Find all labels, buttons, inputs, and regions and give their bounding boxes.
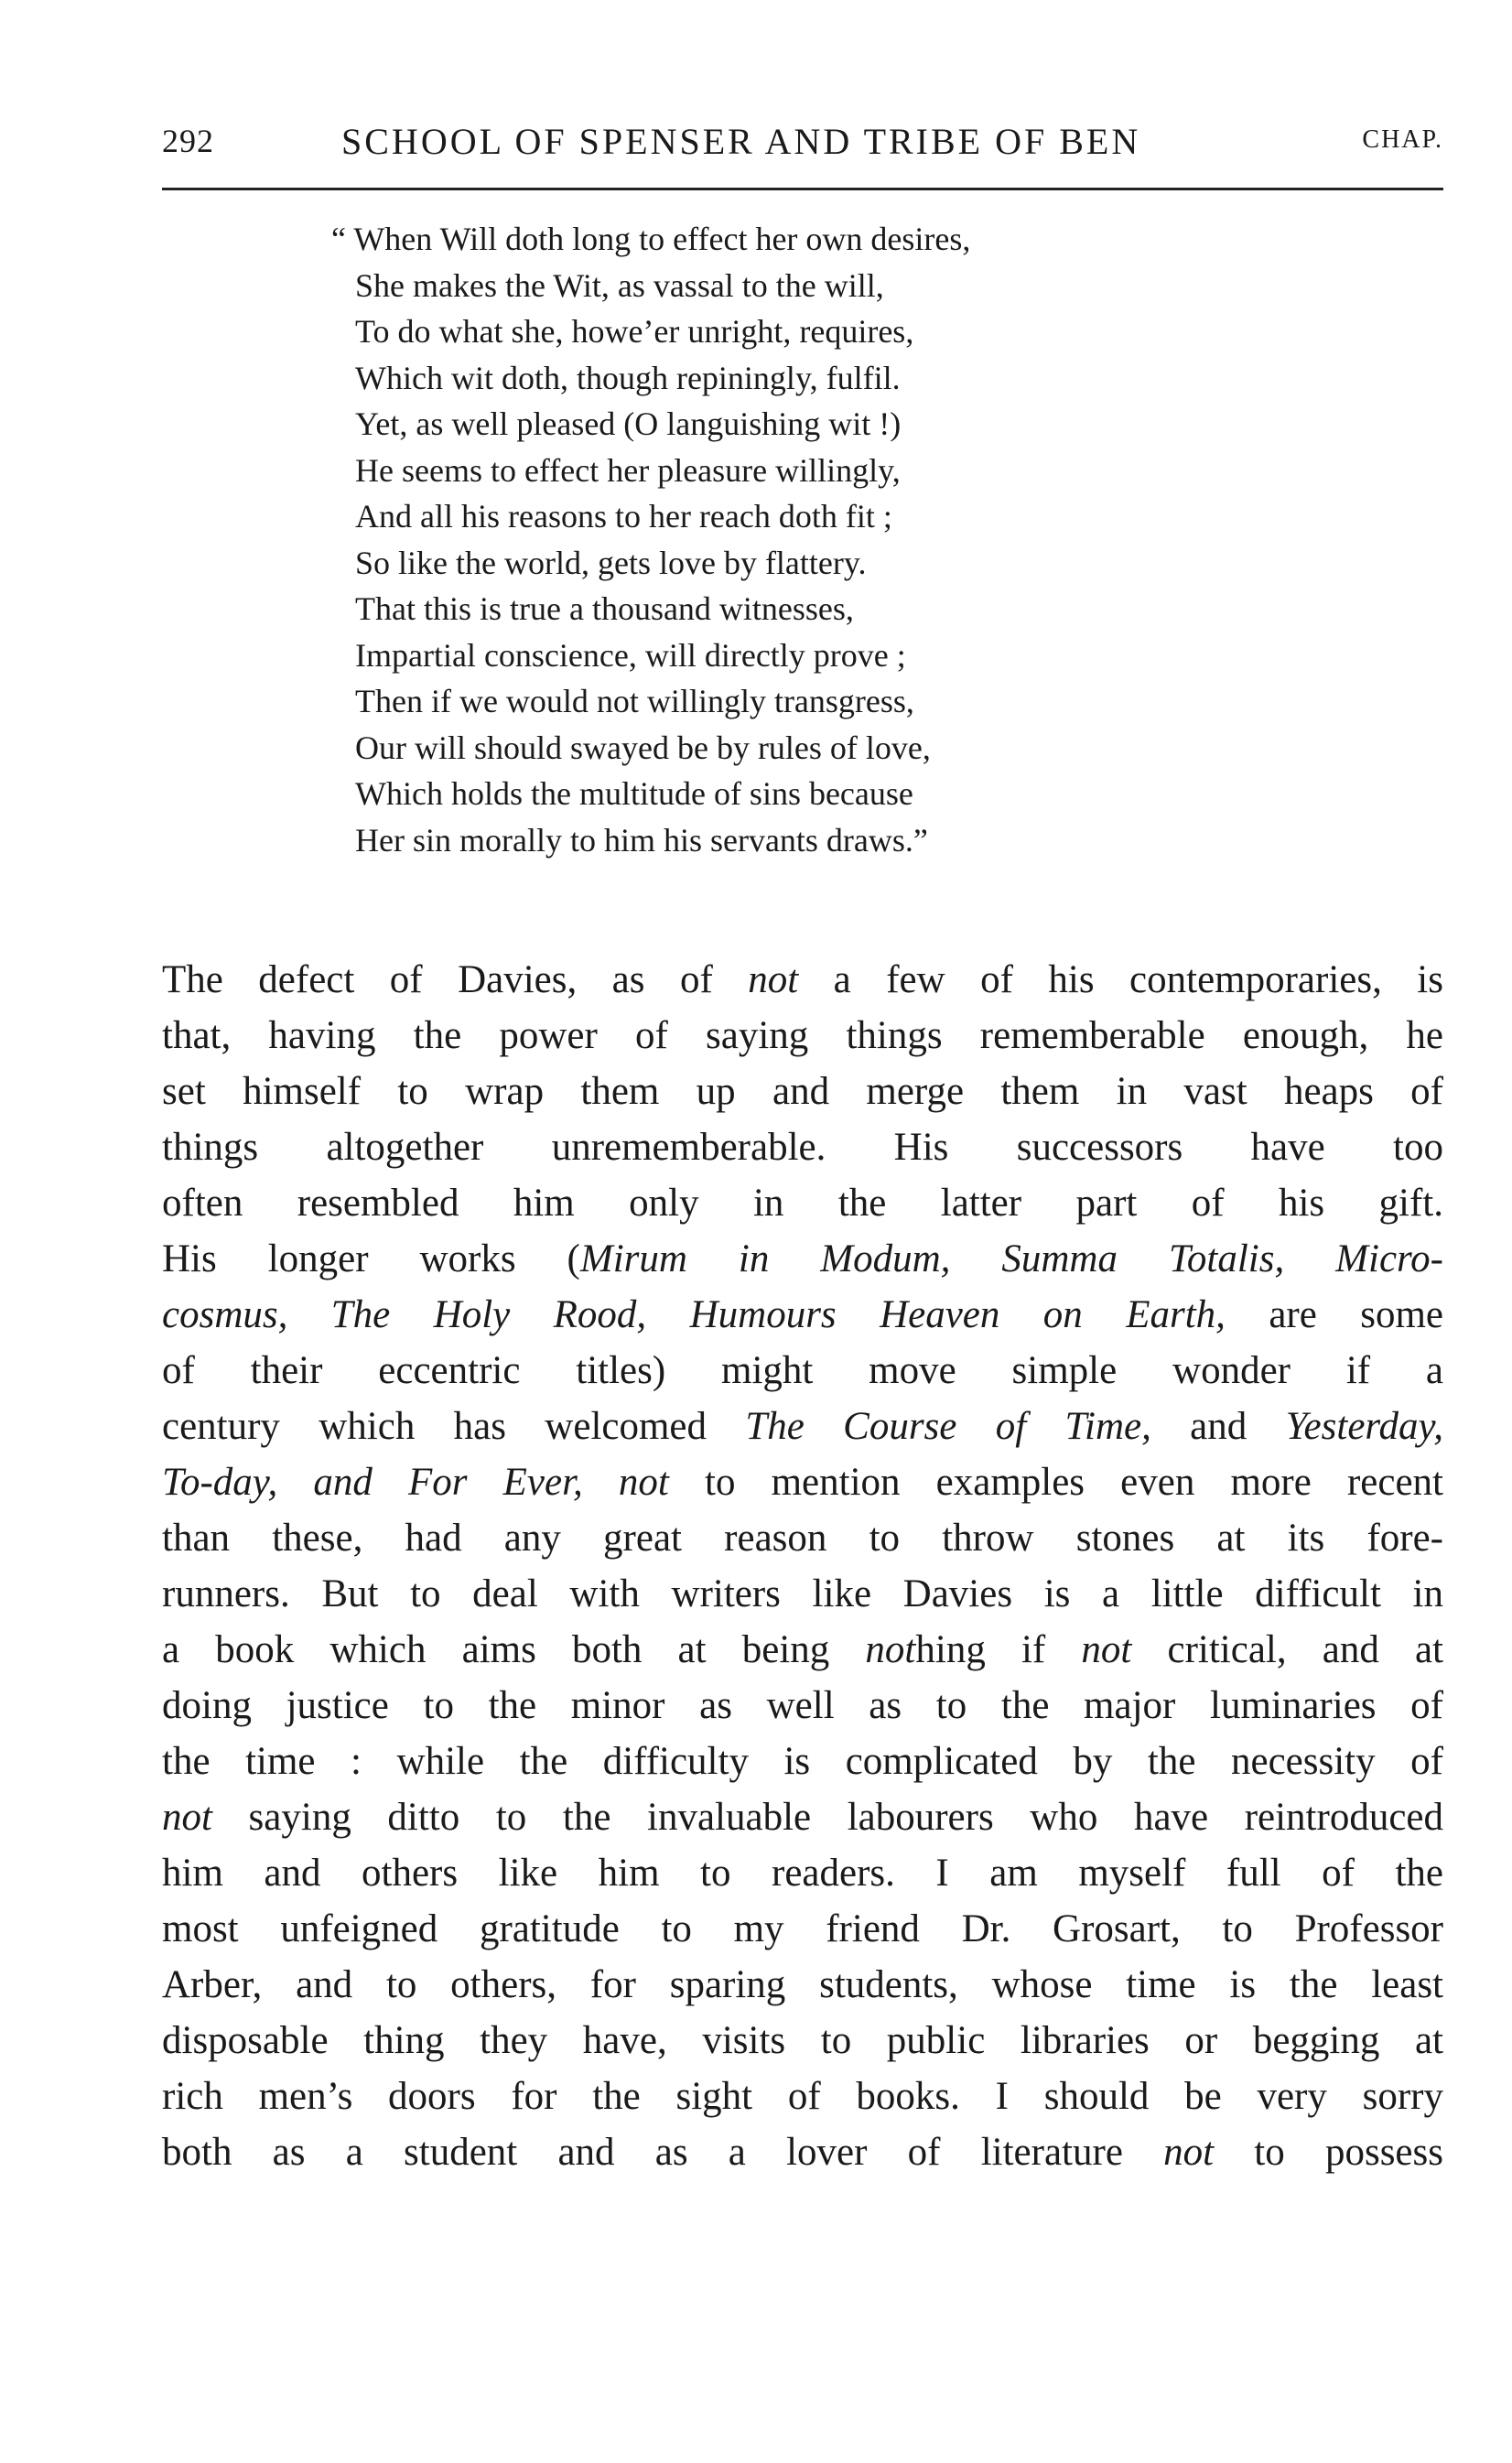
prose-line: rich men’s doors for the sight of books. I should be very sorry bbox=[162, 2075, 1443, 2118]
prose-line: that, having the power of saying things rememberable enough, he bbox=[162, 1014, 1443, 1057]
verse-line: He seems to effect her pleasure willingly, bbox=[355, 451, 901, 489]
verse-line: Then if we would not willingly transgress, bbox=[355, 683, 914, 719]
prose-line: set himself to wrap them up and merge them in vast heaps of bbox=[162, 1070, 1443, 1113]
verse-line: Which wit doth, though repiningly, fulfil. bbox=[355, 359, 901, 396]
page-number: 292 bbox=[162, 123, 214, 159]
verse-line: So like the world, gets love by flattery. bbox=[355, 544, 867, 581]
prose-line: both as a student and as a lover of literature not to possess bbox=[162, 2131, 1443, 2174]
verse-line: Which holds the multitude of sins because bbox=[355, 775, 913, 812]
prose-line: To-day, and For Ever, not to mention examples even more recent bbox=[162, 1461, 1443, 1504]
verse-line: That this is true a thousand witnesses, bbox=[355, 590, 854, 627]
prose-line: century which has welcomed The Course of Time, and Yesterday, bbox=[162, 1405, 1444, 1448]
prose-line: than these, had any great reason to throw stones at its fore- bbox=[162, 1517, 1443, 1560]
chapter-label: CHAP. bbox=[1362, 125, 1443, 154]
prose-line: runners. But to deal with writers like Davies is a little difficult in bbox=[162, 1572, 1443, 1615]
verse-line: Her sin morally to him his servants draws.” bbox=[355, 821, 928, 859]
prose-line: things altogether unrememberable. His successors have too bbox=[162, 1126, 1443, 1169]
prose-line: The defect of Davies, as of not a few of his contemporaries, is bbox=[162, 958, 1443, 1001]
verse-line: “ When Will doth long to effect her own desires, bbox=[331, 221, 971, 257]
running-title: SCHOOL OF SPENSER AND TRIBE OF BEN bbox=[341, 121, 1141, 162]
prose-line: of their eccentric titles) might move simple wonder if a bbox=[162, 1349, 1443, 1392]
prose-line: most unfeigned gratitude to my friend Dr. Grosart, to Professor bbox=[162, 1907, 1443, 1950]
prose-line: the time : while the difficulty is complicated by the necessity of bbox=[162, 1740, 1443, 1783]
prose-line: cosmus, The Holy Rood, Humours Heaven on Earth, are some bbox=[162, 1293, 1443, 1336]
prose-line: him and others like him to readers. I am myself full of the bbox=[162, 1852, 1443, 1895]
verse-quotation bbox=[331, 216, 1362, 863]
verse-line: And all his reasons to her reach doth fit ; bbox=[355, 498, 892, 535]
prose-line: not saying ditto to the invaluable labourers who have reintroduced bbox=[162, 1796, 1443, 1839]
running-head bbox=[162, 114, 1443, 169]
verse-line: Yet, as well pleased (O languishing wit !) bbox=[355, 405, 902, 442]
prose-line: doing justice to the minor as well as to the major luminaries of bbox=[162, 1684, 1443, 1727]
prose-line: Arber, and to others, for sparing students, whose time is the least bbox=[162, 1963, 1443, 2006]
verse-line: She makes the Wit, as vassal to the will, bbox=[355, 266, 884, 304]
prose-line: disposable thing they have, visits to public libraries or begging at bbox=[162, 2019, 1443, 2062]
body-paragraph bbox=[162, 952, 1443, 2180]
prose-line: often resembled him only in the latter part of his gift. bbox=[162, 1182, 1443, 1225]
verse-line: Our will should swayed be by rules of love, bbox=[355, 729, 931, 766]
verse-line: To do what she, howe’er unright, requires, bbox=[355, 313, 914, 350]
prose-line: a book which aims both at being nothing if not critical, and at bbox=[162, 1628, 1444, 1671]
verse-line: Impartial conscience, will directly prove ; bbox=[355, 636, 906, 674]
header-rule bbox=[162, 188, 1443, 190]
prose-line: His longer works (Mirum in Modum, Summa Totalis, Micro- bbox=[162, 1237, 1443, 1280]
